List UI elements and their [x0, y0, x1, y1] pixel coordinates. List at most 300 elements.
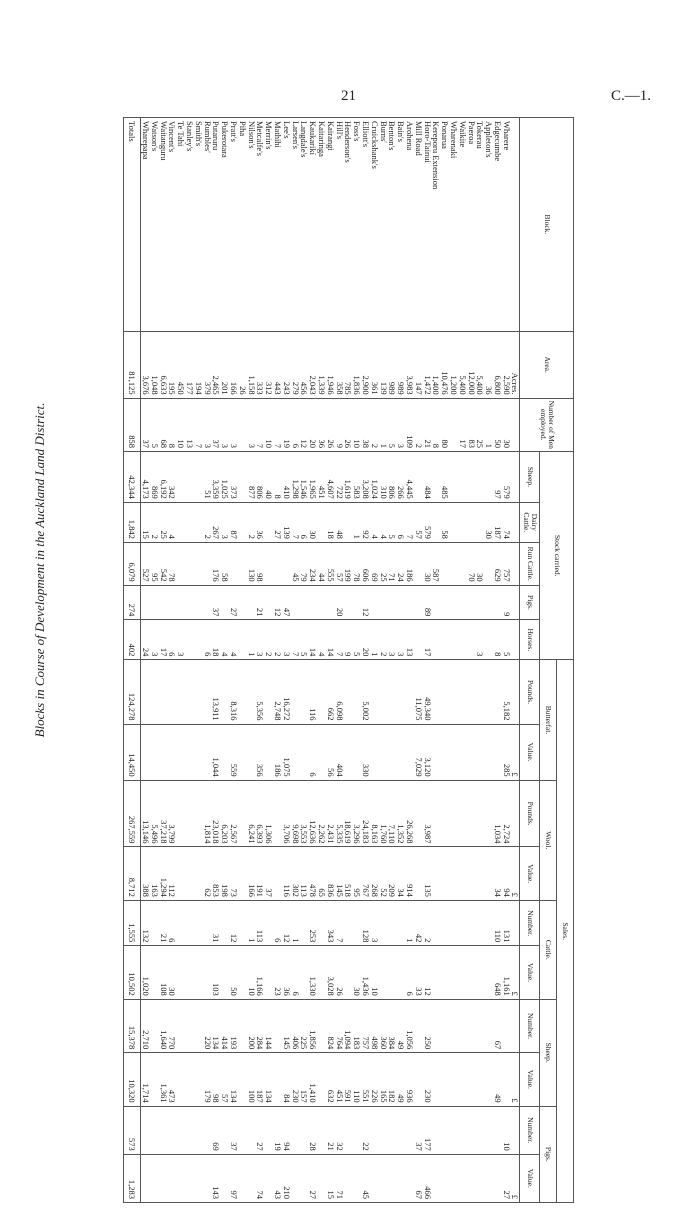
cell-pigs-val [484, 1154, 493, 1202]
cell-wool-lb: 3,296 [352, 780, 361, 847]
table-row [185, 118, 194, 1203]
cell-cattle-val: 36 [282, 946, 291, 999]
cell-sheep-val: 1,361 [159, 1053, 168, 1106]
cell-wool-val: 166 [247, 847, 256, 900]
cell-bf-lb [300, 660, 309, 724]
cell-wool-val [273, 847, 282, 900]
cell-bf-val [440, 724, 449, 780]
cell-bf-lb [440, 660, 449, 724]
cell-dairy: 7 [291, 502, 300, 542]
cell-men: 1 [379, 398, 388, 451]
cell-bf-val: 356 [256, 724, 265, 780]
cell-dairy: 139 [282, 502, 291, 542]
cell-cattle-no: 6 [168, 900, 177, 945]
cell-pigs-no [379, 1106, 388, 1154]
cell-area: 166 [229, 331, 238, 398]
cell-bf-val [168, 724, 177, 780]
cell-bf-lb: 5,182 [502, 660, 511, 724]
cell-sheep-no [194, 999, 203, 1052]
total-wool-pounds: 267,559 [124, 780, 141, 847]
cell-pigs-val: 15 [326, 1154, 335, 1202]
cell-cattle-val [176, 946, 185, 999]
cell-area: 2,590 [502, 331, 511, 398]
cell-cattle-no: 6 [273, 900, 282, 945]
cell-pigs-no [440, 1106, 449, 1154]
cell-pigs-val [203, 1154, 212, 1202]
cell-wool-val [458, 847, 467, 900]
table-row [264, 118, 273, 1203]
cell-pigs-no: 19 [273, 1106, 282, 1154]
cell-run: 176 [212, 542, 221, 585]
cell-run: 629 [493, 542, 502, 585]
cell-wool-val: 65 [317, 847, 326, 900]
cell-run: 24 [396, 542, 405, 585]
cell-pigs: 37 [212, 585, 221, 620]
cell-pigs [220, 585, 229, 620]
cell-cattle-no: 110 [493, 900, 502, 945]
cell-dairy: 4 [168, 502, 177, 542]
cell-pigs: 27 [229, 585, 238, 620]
cell-sheep: 722 [335, 452, 344, 503]
table-row [291, 118, 300, 1203]
block-name: Merrin's [264, 118, 273, 332]
cell-sheep-val: 473 [168, 1053, 177, 1106]
cell-sheep [484, 452, 493, 503]
cell-area: 36 [484, 331, 493, 398]
cell-wool-lb [440, 780, 449, 847]
cell-sheep-no [150, 999, 159, 1052]
cell-bf-val [141, 724, 150, 780]
block-name: Kaukarikí [308, 118, 317, 332]
cell-sheep: 8 [273, 452, 282, 503]
cell-cattle-no: 343 [326, 900, 335, 945]
cell-run: 98 [256, 542, 265, 585]
cell-pigs [300, 585, 309, 620]
cell-pigs [247, 585, 256, 620]
cell-sheep: 1,024 [370, 452, 379, 503]
cell-sheep-no: 1,640 [159, 999, 168, 1052]
cell-wool-lb: 1,034 [493, 780, 502, 847]
block-name: Horo-Tainui [423, 118, 432, 332]
cell-pigs-val [300, 1154, 309, 1202]
cell-pigs [168, 585, 177, 620]
cell-sheep: 373 [229, 452, 238, 503]
cell-sheep: 1,619 [344, 452, 353, 503]
cell-sheep-val: 451 [335, 1053, 344, 1106]
page-code: C.—1. [611, 88, 652, 104]
table-row [282, 118, 291, 1203]
cell-men: 37 [212, 398, 221, 451]
cell-pigs-no: 21 [326, 1106, 335, 1154]
cell-sheep-val: 49 [396, 1053, 405, 1106]
cell-bf-lb [493, 660, 502, 724]
cell-cattle-no: 7 [335, 900, 344, 945]
cell-sheep: 266 [396, 452, 405, 503]
cell-pigs-val [168, 1154, 177, 1202]
cell-pigs-no [388, 1106, 397, 1154]
cell-cattle-val [458, 946, 467, 999]
cell-area: 139 [379, 331, 388, 398]
cell-area: 147 [414, 331, 423, 398]
cell-bf-val [388, 724, 397, 780]
cell-dairy [264, 502, 273, 542]
cell-cattle-no: 132 [141, 900, 150, 945]
cell-horses: 17 [159, 620, 168, 660]
cell-cattle-no: 31 [212, 900, 221, 945]
table-row [308, 118, 317, 1203]
total-pigs: 274 [124, 585, 141, 620]
cell-pigs-val [247, 1154, 256, 1202]
cell-horses [467, 620, 476, 660]
total-butterfat-pounds: 124,278 [124, 660, 141, 724]
cell-wool-lb: 37,218 [159, 780, 168, 847]
cell-pigs-val [449, 1154, 458, 1202]
table-row [141, 118, 150, 1203]
butterfat-currency-unit: £ [511, 724, 520, 780]
cell-pigs: 47 [282, 585, 291, 620]
cell-sheep-val [432, 1053, 441, 1106]
cell-pigs [326, 585, 335, 620]
cell-horses [185, 620, 194, 660]
cell-bf-lb [379, 660, 388, 724]
cell-bf-lb [168, 660, 177, 724]
cell-bf-val: 1,044 [212, 724, 221, 780]
cell-cattle-no [150, 900, 159, 945]
cell-wool-val: 853 [212, 847, 221, 900]
cell-area: 1,200 [449, 331, 458, 398]
cell-horses [440, 620, 449, 660]
cell-wool-val [176, 847, 185, 900]
cell-area: 279 [291, 331, 300, 398]
cell-pigs-no [141, 1106, 150, 1154]
cell-pigs-val: 74 [256, 1154, 265, 1202]
cell-cattle-no: 1 [405, 900, 414, 945]
cell-area: 361 [370, 331, 379, 398]
table-row [273, 118, 282, 1203]
header-stock-sheep: Sheep. [520, 452, 540, 503]
cell-dairy: 27 [273, 502, 282, 542]
cell-bf-lb [203, 660, 212, 724]
block-name: Vincent's [168, 118, 177, 332]
cell-bf-lb [220, 660, 229, 724]
cell-wool-val [484, 847, 493, 900]
cell-area: 312 [264, 331, 273, 398]
cell-run: 79 [300, 542, 309, 585]
table-row [150, 118, 159, 1203]
cell-cattle-val: 103 [212, 946, 221, 999]
cell-sheep-val [449, 1053, 458, 1106]
cell-cattle-val: 1,020 [141, 946, 150, 999]
cell-dairy: 15 [141, 502, 150, 542]
cell-sheep-val: 1,714 [141, 1053, 150, 1106]
cell-cattle-no [203, 900, 212, 945]
cell-bf-lb [264, 660, 273, 724]
cell-bf-lb [484, 660, 493, 724]
cell-pigs: 20 [335, 585, 344, 620]
cell-cattle-no [344, 900, 353, 945]
total-horses: 402 [124, 620, 141, 660]
block-name: Pratt's [229, 118, 238, 332]
cell-sheep: 342 [168, 452, 177, 503]
cell-wool-lb: 5,335 [335, 780, 344, 847]
cell-wool-val: 478 [308, 847, 317, 900]
cell-sheep-val: 591 [344, 1053, 353, 1106]
cell-wool-val: 113 [300, 847, 309, 900]
cell-pigs-val: 45 [361, 1154, 370, 1202]
cell-pigs-no: 94 [282, 1106, 291, 1154]
cell-pigs-no [194, 1106, 203, 1154]
cell-pigs [432, 585, 441, 620]
cell-sheep-no [449, 999, 458, 1052]
cell-wool-lb: 1,760 [379, 780, 388, 847]
cell-men: 37 [141, 398, 150, 451]
cell-dairy [176, 502, 185, 542]
table-row [344, 118, 353, 1203]
cell-pigs-val: 466 [423, 1154, 432, 1202]
header-wool-pounds: Pounds. [520, 780, 540, 847]
cell-dairy [458, 502, 467, 542]
cell-men: 13 [185, 398, 194, 451]
cell-wool-val: 191 [256, 847, 265, 900]
cell-wool-lb: 3,987 [423, 780, 432, 847]
cell-pigs-no [176, 1106, 185, 1154]
cell-pigs-val [352, 1154, 361, 1202]
cell-men: 3 [229, 398, 238, 451]
cell-wool-val: 62 [203, 847, 212, 900]
cell-bf-lb [396, 660, 405, 724]
table-row [484, 118, 493, 1203]
cell-cattle-val: 6 [405, 946, 414, 999]
cell-run: 69 [370, 542, 379, 585]
cell-sheep: 4,607 [326, 452, 335, 503]
cell-cattle-no: 2 [423, 900, 432, 945]
cell-wool-lb: 3,799 [168, 780, 177, 847]
cell-men [238, 398, 247, 451]
cell-wool-lb: 2,724 [502, 780, 511, 847]
cell-bf-val [493, 724, 502, 780]
cell-horses: 3 [150, 620, 159, 660]
cell-dairy: 2 [150, 502, 159, 542]
cell-cattle-val [220, 946, 229, 999]
cell-pigs [176, 585, 185, 620]
cell-sheep-val: 230 [423, 1053, 432, 1106]
cell-cattle-no [379, 900, 388, 945]
cell-pigs-no [352, 1106, 361, 1154]
cell-horses: 3 [396, 620, 405, 660]
cell-wool-val: 145 [335, 847, 344, 900]
cell-cattle-val: 33 [414, 946, 423, 999]
cell-wool-val [185, 847, 194, 900]
cell-horses [458, 620, 467, 660]
cell-bf-lb [150, 660, 159, 724]
cell-pigs [388, 585, 397, 620]
cell-dairy: 4 [379, 502, 388, 542]
cell-horses [484, 620, 493, 660]
cell-cattle-val: 30 [352, 946, 361, 999]
block-name: Bain's [396, 118, 405, 332]
cell-dairy [467, 502, 476, 542]
cell-pigs-val: 43 [273, 1154, 282, 1202]
cell-sheep-no: 225 [300, 999, 309, 1052]
cell-sheep-val: 179 [203, 1053, 212, 1106]
cell-wool-lb: 18,619 [344, 780, 353, 847]
cell-sheep-no: 414 [220, 999, 229, 1052]
cell-sheep-val [194, 1053, 203, 1106]
cell-pigs-val [141, 1154, 150, 1202]
table-row [502, 118, 511, 1203]
header-horses: Horses. [520, 620, 540, 660]
cell-men: 36 [317, 398, 326, 451]
cell-wool-val: 34 [493, 847, 502, 900]
cell-sheep-no: 757 [361, 999, 370, 1052]
total-sheep-number: 15,378 [124, 999, 141, 1052]
cell-sheep: 410 [282, 452, 291, 503]
table-row [414, 118, 423, 1203]
cell-sheep-val [414, 1053, 423, 1106]
cell-cattle-val [150, 946, 159, 999]
cell-wool-lb: 7,110 [388, 780, 397, 847]
header-stock-pigs: Pigs. [520, 585, 540, 620]
cell-dairy: 25 [159, 502, 168, 542]
cell-dairy: 48 [335, 502, 344, 542]
cell-men: 3 [396, 398, 405, 451]
cell-bf-val: 186 [273, 724, 282, 780]
cell-cattle-no: 253 [308, 900, 317, 945]
cell-cattle-no [396, 900, 405, 945]
cell-wool-lb: 12,636 [308, 780, 317, 847]
cell-wool-lb [476, 780, 485, 847]
header-sales-pigs: Pigs. [540, 1106, 557, 1202]
cell-sheep-no: 183 [352, 999, 361, 1052]
cell-pigs-no: 37 [229, 1106, 238, 1154]
cell-sheep-val [458, 1053, 467, 1106]
total-area: 81,125 [124, 331, 141, 398]
cell-men: 1 [484, 398, 493, 451]
cell-men: 30 [502, 398, 511, 451]
cell-wool-val: 388 [141, 847, 150, 900]
cell-pigs-val [264, 1154, 273, 1202]
cell-sheep: 485 [440, 452, 449, 503]
cell-sheep-no [432, 999, 441, 1052]
cell-bf-val [159, 724, 168, 780]
cell-sheep-val [238, 1053, 247, 1106]
wool-currency-unit: £ [511, 847, 520, 900]
cell-wool-val: 268 [370, 847, 379, 900]
cell-cattle-no: 128 [361, 900, 370, 945]
cell-run: 45 [291, 542, 300, 585]
cell-pigs-val [405, 1154, 414, 1202]
cell-sheep-no: 406 [291, 999, 300, 1052]
cell-run [194, 542, 203, 585]
cell-pigs-no [370, 1106, 379, 1154]
block-name: Ponarua [440, 118, 449, 332]
cell-cattle-no [238, 900, 247, 945]
total-cattle-number: 1,555 [124, 900, 141, 945]
cell-pigs-no [476, 1106, 485, 1154]
cell-sheep-no: 49 [396, 999, 405, 1052]
cell-pigs-val [458, 1154, 467, 1202]
cell-wool-val: 163 [150, 847, 159, 900]
cell-area: 1,946 [326, 331, 335, 398]
cell-wool-lb: 1,814 [203, 780, 212, 847]
cell-area: 6,800 [493, 331, 502, 398]
cell-sheep-val: 187 [256, 1053, 265, 1106]
cell-cattle-no: 12 [282, 900, 291, 945]
header-sales-cattle: Cattle. [540, 900, 557, 999]
cell-bf-val: 404 [335, 724, 344, 780]
header-block: Block. [520, 118, 574, 332]
cell-dairy: 36 [256, 502, 265, 542]
total-sheep: 42,344 [124, 452, 141, 503]
cell-pigs-val [220, 1154, 229, 1202]
cell-pigs-no: 22 [361, 1106, 370, 1154]
cell-men: 38 [361, 398, 370, 451]
cell-pigs-no [300, 1106, 309, 1154]
cell-cattle-no [476, 900, 485, 945]
cell-sheep: 1,298 [291, 452, 300, 503]
header-pigs-number: Number. [520, 1106, 540, 1154]
cell-sheep-val: 165 [379, 1053, 388, 1106]
block-name: Larsen's [291, 118, 300, 332]
cell-wool-lb: 23,018 [212, 780, 221, 847]
cell-area: 6,633 [159, 331, 168, 398]
cell-pigs-val [379, 1154, 388, 1202]
cell-men: 10 [176, 398, 185, 451]
cell-cattle-val: 1,166 [256, 946, 265, 999]
cell-bf-val [484, 724, 493, 780]
header-butterfat-pounds: Pounds. [520, 660, 540, 724]
cell-sheep: 51 [203, 452, 212, 503]
cell-cattle-val: 26 [335, 946, 344, 999]
total-pigs-value: 1,283 [124, 1154, 141, 1202]
cell-area: 5,400 [476, 331, 485, 398]
cell-pigs [344, 585, 353, 620]
cell-cattle-val: 12 [423, 946, 432, 999]
cell-cattle-val: 30 [168, 946, 177, 999]
table-row [458, 118, 467, 1203]
cell-wool-val: 1,294 [159, 847, 168, 900]
cell-run: 234 [308, 542, 317, 585]
cell-bf-val [247, 724, 256, 780]
cell-area: 1,048 [150, 331, 159, 398]
cell-cattle-no [449, 900, 458, 945]
cell-cattle-no: 12 [229, 900, 238, 945]
cell-men: 9 [335, 398, 344, 451]
cell-sheep-no [440, 999, 449, 1052]
table-row [388, 118, 397, 1203]
cell-bf-lb [352, 660, 361, 724]
cell-sheep-no: 1,856 [308, 999, 317, 1052]
cell-pigs-no [317, 1106, 326, 1154]
cell-sheep-no [502, 999, 511, 1052]
cell-cattle-no [484, 900, 493, 945]
cell-bf-lb [458, 660, 467, 724]
cell-bf-val [405, 724, 414, 780]
cell-sheep-no: 134 [212, 999, 221, 1052]
cell-wool-val: 95 [352, 847, 361, 900]
cell-horses: 7 [291, 620, 300, 660]
table-row [423, 118, 432, 1203]
table-row [194, 118, 203, 1203]
cell-sheep: 451 [317, 452, 326, 503]
cell-run [282, 542, 291, 585]
cell-cattle-no: 3 [370, 900, 379, 945]
cell-sheep [185, 452, 194, 503]
cell-cattle-no [194, 900, 203, 945]
cell-cattle-no [220, 900, 229, 945]
cell-sheep-val: 226 [370, 1053, 379, 1106]
cell-bf-val [317, 724, 326, 780]
